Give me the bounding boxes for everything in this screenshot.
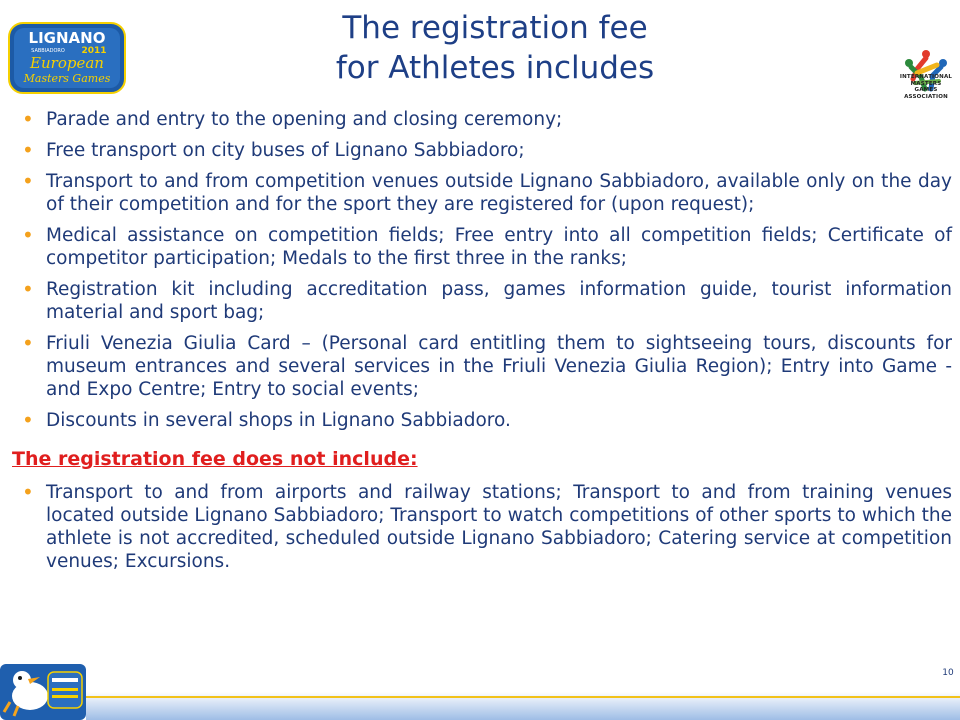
- list-item: [22, 278, 952, 324]
- logo-tl-text1: LIGNANO: [28, 29, 106, 47]
- list-item-text: Registration kit including accreditation pass, games information guide, tourist information material and sport bag;: [46, 279, 952, 323]
- lignano-logo-icon: [8, 22, 126, 94]
- logo-tl-text4: European: [30, 54, 104, 72]
- mascot-bird-icon: [0, 662, 86, 720]
- bullet-icon: •: [22, 107, 34, 131]
- logo-tl-text2: SABBIADORO: [31, 48, 65, 54]
- list-item-text: Transport to and from competition venues outside Lignano Sabbiadoro, available only on the day of their competition and for the sport they are registered for (upon request);: [46, 171, 952, 215]
- list-item: [22, 481, 952, 573]
- bullet-icon: •: [22, 169, 34, 193]
- list-item: [22, 332, 952, 401]
- bullet-icon: •: [22, 277, 34, 301]
- list-item-text: Parade and entry to the opening and closing ceremony;: [46, 109, 563, 130]
- title-line-2: for Athletes includes: [335, 50, 655, 86]
- list-item: [22, 409, 952, 432]
- list-item-text: Discounts in several shops in Lignano Sabbiadoro.: [46, 410, 511, 431]
- excludes-list: [22, 481, 952, 573]
- excludes-heading: The registration fee does not include:: [12, 448, 418, 470]
- page-title: [150, 8, 840, 88]
- list-item-text: Free transport on city buses of Lignano Sabbiadoro;: [46, 140, 525, 161]
- bullet-icon: •: [22, 223, 34, 247]
- bullet-icon: •: [22, 138, 34, 162]
- list-item-text: Transport to and from airports and railway stations; Transport to and from training venues located outside Lignano Sabbiadoro; Transport to watch competitions of other sports to which the athlete is not accredited, scheduled outside Lignano Sabbiadoro; Catering service at competition venues; Excursions.: [46, 482, 952, 572]
- bullet-icon: •: [22, 480, 34, 504]
- logo-tl-text3: 2011: [81, 46, 107, 56]
- imga-logo-text: [893, 74, 959, 100]
- list-item-text: Friuli Venezia Giulia Card – (Personal card entitling them to sightseeing tours, discounts for museum entrances and several services in the Friuli Venezia Giulia Region); Entry into Game - and Expo Centre; Entry to social events;: [46, 333, 952, 400]
- list-item: [22, 170, 952, 216]
- bullet-icon: •: [22, 408, 34, 432]
- title-line-1: The registration fee: [342, 10, 648, 46]
- bullet-icon: •: [22, 331, 34, 355]
- imga-logo-icon: [895, 22, 957, 118]
- includes-list: [22, 108, 952, 432]
- imga-line-2: MASTERS: [910, 80, 942, 87]
- list-item-text: Medical assistance on competition fields; Free entry into all competition fields; Certificate of competitor participation; Medals to the first three in the ranks;: [46, 225, 952, 269]
- list-item: [22, 139, 952, 162]
- page-number: 10: [942, 668, 954, 678]
- logo-tl-text5: Masters Games: [23, 72, 111, 85]
- footer-line: [86, 696, 960, 698]
- imga-line-1: INTERNATIONAL: [899, 74, 953, 80]
- imga-line-3: GAMES: [914, 87, 938, 93]
- content-body: [12, 107, 952, 581]
- list-item: [22, 224, 952, 270]
- list-item: [22, 108, 952, 131]
- imga-line-4: ASSOCIATION: [904, 93, 948, 100]
